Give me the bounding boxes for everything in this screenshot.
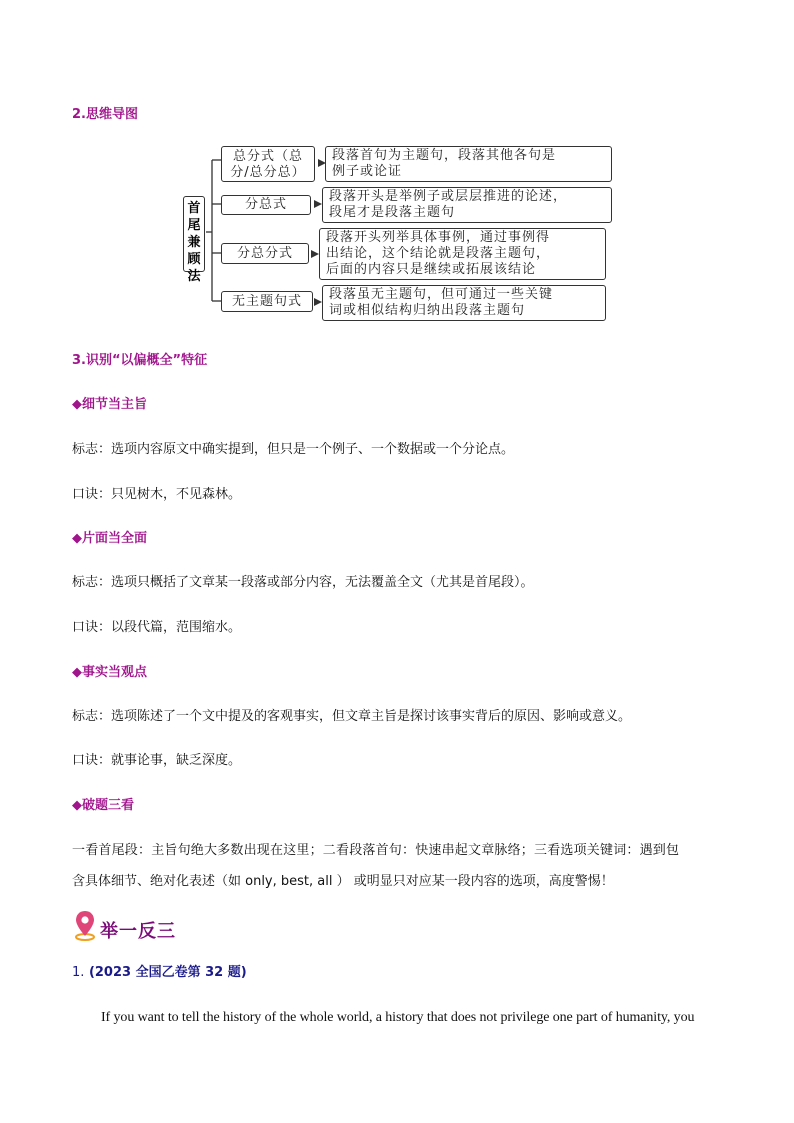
location-pin-icon bbox=[74, 909, 96, 941]
question-header bbox=[72, 961, 247, 980]
subheading-fact-as-opinion: ◆事实当观点 bbox=[72, 665, 147, 680]
motto-text-3: 口诀：就事论事，缺乏深度。 bbox=[72, 753, 242, 768]
category-4-line-1: 无主题句式 bbox=[231, 294, 302, 309]
mindmap-category-2 bbox=[221, 195, 311, 215]
tips-line-1: 一看首尾段：主旨句绝大多数出现在这里；二看段落首句：快速串起文章脉络；三看选项关键词：遇到包 bbox=[72, 843, 680, 858]
description-3-line-3: 后面的内容只是继续或拓展该结论 bbox=[326, 262, 537, 277]
mindmap-category-1 bbox=[221, 146, 315, 182]
category-2-line-1: 分总式 bbox=[244, 197, 287, 212]
description-3-line-1: 段落开头列举具体事例，通过事例得 bbox=[326, 230, 551, 245]
mindmap-root bbox=[183, 196, 205, 284]
examples-title: 举一反三 bbox=[100, 921, 176, 942]
mindmap-description-4 bbox=[322, 285, 606, 321]
mindmap-description-1 bbox=[325, 146, 612, 182]
mindmap-description-3 bbox=[319, 228, 606, 280]
question-source: (2023 全国乙卷第 32 题) bbox=[88, 965, 247, 980]
description-1-line-2: 例子或论证 bbox=[332, 164, 403, 179]
section-heading-overgeneralization: 3.识别“以偏概全”特征 bbox=[72, 353, 208, 368]
motto-text-1: 口诀：只见树木，不见森林。 bbox=[72, 487, 242, 502]
motto-text-2: 口诀：以段代篇，范围缩水。 bbox=[72, 620, 242, 635]
section-heading-mindmap: 2.思维导图 bbox=[72, 107, 138, 122]
subheading-partial-as-whole: ◆片面当全面 bbox=[72, 531, 147, 546]
sign-text-1: 标志：选项内容原文中确实提到，但只是一个例子、一个数据或一个分论点。 bbox=[72, 442, 515, 457]
sign-text-3: 标志：选项陈述了一个文中提及的客观事实，但文章主旨是探讨该事实背后的原因、影响或意义。 bbox=[72, 709, 632, 724]
subheading-three-looks: ◆破题三看 bbox=[72, 798, 134, 813]
mindmap-category-3 bbox=[221, 243, 309, 264]
description-4-line-2: 词或相似结构归纳出段落主题句 bbox=[329, 303, 526, 318]
sign-text-2: 标志：选项只概括了文章某一段落或部分内容，无法覆盖全文（尤其是首尾段）。 bbox=[72, 575, 534, 590]
mindmap-root-label: 首 尾 兼 顾 法 bbox=[187, 201, 201, 284]
passage-line-1: If you want to tell the history of the whole world, a history that does not privilege one part of humanity, you bbox=[101, 1010, 695, 1025]
category-1-line-1: 总分式（总 bbox=[232, 149, 303, 164]
mindmap-category-4 bbox=[221, 291, 313, 312]
subheading-detail-as-main: ◆细节当主旨 bbox=[72, 397, 147, 412]
description-3-line-2: 出结论，这个结论就是段落主题句， bbox=[326, 246, 551, 261]
mindmap-description-2 bbox=[322, 187, 612, 223]
category-3-line-1: 分总分式 bbox=[236, 246, 293, 261]
mind-map bbox=[0, 0, 794, 330]
description-4-line-1: 段落虽无主题句，但可通过一些关键 bbox=[329, 287, 554, 302]
description-2-line-1: 段落开头是举例子或层层推进的论述， bbox=[329, 189, 568, 204]
description-2-line-2: 段尾才是段落主题句 bbox=[329, 205, 456, 220]
description-1-line-1: 段落首句为主题句，段落其他各句是 bbox=[332, 148, 557, 163]
tips-line-2: 含具体细节、绝对化表述（如 only, best, all ） 或明显只对应某一段内容的选项，高度警惕！ bbox=[72, 874, 614, 889]
question-number: 1. bbox=[72, 965, 85, 980]
category-1-line-2: 分/总分总） bbox=[230, 165, 306, 180]
